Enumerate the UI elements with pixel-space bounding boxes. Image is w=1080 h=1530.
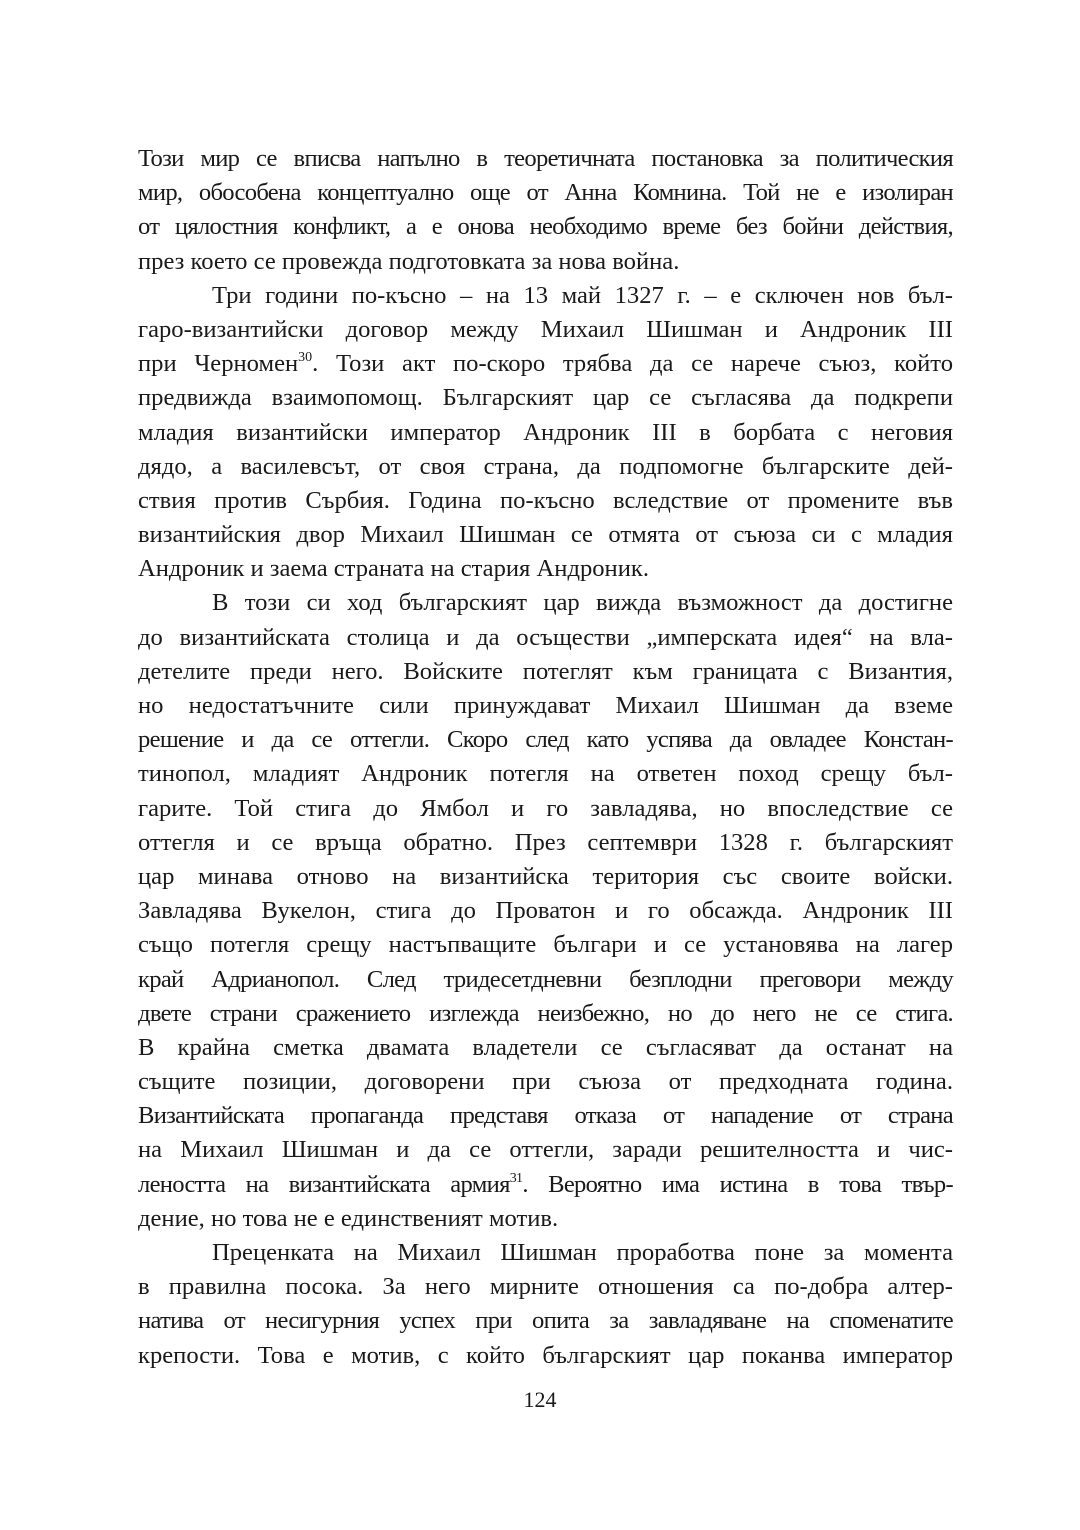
text-line: Византийската пропаганда представя отказа от нападение от страна <box>138 1102 953 1130</box>
text-line: гаро-византийски договор между Михаил Шишман и Андроник III <box>138 315 953 343</box>
text-line: през което се провежда подготовката за нова война. <box>138 247 680 275</box>
text-line: Преценката на Михаил Шишман проработва поне за момента <box>212 1239 953 1266</box>
text-line: Този мир се вписва напълно в теоретичната постановка за политическия <box>138 145 953 172</box>
text-line: край Адрианопол. След тридесетдневни безплодни преговори между <box>138 965 953 993</box>
text-line: леността на византийската армия$^{31}$. Вероятно има истина в това твър- <box>138 1170 953 1198</box>
text-line: византийския двор Михаил Шишман се отмята от съюза си с младия <box>138 521 953 549</box>
text-line: ствия против Сърбия. Година по-късно вследствие от промените във <box>138 486 953 514</box>
text-line: крепости. Това е мотив, с който българският цар поканва император <box>138 1341 953 1369</box>
paragraph <box>138 1236 953 1373</box>
text-line: също потегля срещу настъпващите българи и се установява на лагер <box>138 931 953 959</box>
text-line: същите позиции, договорени при съюза от предходната година. <box>138 1068 953 1096</box>
text-line: предвижда взаимопомощ. Българският цар се съгласява да подкрепи <box>138 384 953 412</box>
text-line: решение и да се оттегли. Скоро след като успява да овладее Констан- <box>138 726 953 754</box>
text-line: от цялостния конфликт, а е онова необходимо време без бойни действия, <box>138 213 953 241</box>
footnote-reference[interactable]: 30 <box>298 350 313 366</box>
text-line: на Михаил Шишман и да се оттегли, заради решителността и чис- <box>138 1136 953 1164</box>
text-line: Три години по-късно – на 13 май 1327 г. – е сключен нов бъл- <box>212 281 953 309</box>
text-line: цар минава отново на византийска територия със своите войски. <box>138 862 953 890</box>
text-line: дядо, а василевсът, от своя страна, да подпомогне българските дей- <box>138 452 953 480</box>
text-line: натива от несигурния успех при опита за завладяване на споменатите <box>138 1307 953 1335</box>
page-body <box>138 142 953 1373</box>
text-line: но недостатъчните сили принуждават Михаил Шишман да вземе <box>138 692 953 719</box>
paragraph <box>138 279 953 587</box>
text-line: младия византийски император Андроник III в борбата с неговия <box>138 418 953 446</box>
text-line: в правилна посока. За него мирните отношения са по-добра алтер- <box>138 1273 953 1301</box>
text-line: детелите преди него. Войските потеглят към границата с Византия, <box>138 657 953 685</box>
text-line: двете страни сражението изглежда неизбежно, но до него не се стига. <box>138 999 953 1027</box>
text-line: оттегля и се връща обратно. През септември 1328 г. българският <box>138 828 953 856</box>
text-line: Завладява Вукелон, стига до Проватон и го обсажда. Андроник III <box>138 897 953 925</box>
text-line: тинопол, младият Андроник потегля на ответен поход срещу бъл- <box>138 760 953 788</box>
text-line: дение, но това не е единственият мотив. <box>138 1204 559 1232</box>
page-number: 124 <box>523 1387 557 1412</box>
text-line: В крайна сметка двамата владетели се съгласяват да останат на <box>138 1033 953 1061</box>
text-line: В този си ход българският цар вижда възможност да достигне <box>212 589 953 617</box>
text-line: до византийската столица и да осъществи „имперската идея“ на вла- <box>138 623 953 651</box>
text-line: мир, обособена концептуално още от Анна Комнина. Той не е изолиран <box>138 179 953 207</box>
paragraph <box>138 586 953 1236</box>
text-line: гарите. Той стига до Ямбол и го завладява, но впоследствие се <box>138 794 953 822</box>
paragraph <box>138 142 953 279</box>
footnote-reference[interactable]: 31 <box>509 1170 523 1186</box>
text-line: Андроник и заема страната на стария Андроник. <box>138 555 649 583</box>
text-line: при Черномен$^{30}$. Този акт по-скоро трябва да се нарече съюз, който <box>138 350 953 378</box>
